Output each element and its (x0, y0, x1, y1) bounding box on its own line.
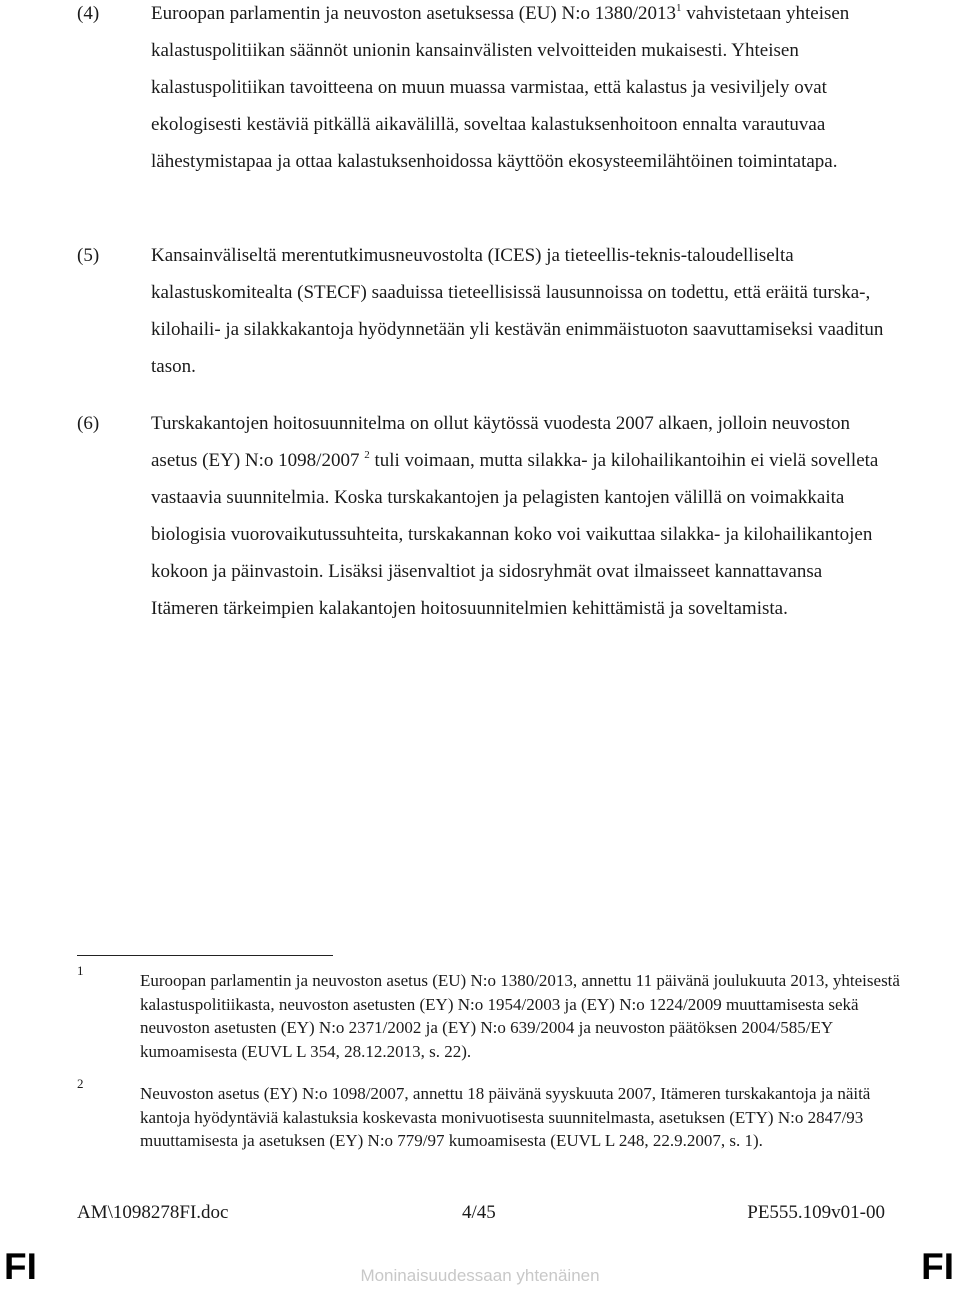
footnote-number: 1 (77, 963, 84, 978)
paragraph-text-end: vahvistetaan yhteisen kalastuspolitiikan säännöt unionin kansainvälisten velvoitteiden mukaisesti. Yhteisen kalastuspolitiikan tavoitteena on muun muassa varmistaa, että kalastus ja vesiviljely ovat ekologisesti kestäviä pitkällä aikavälillä, soveltaa kalastuksenhoitoon ennalta varautuvaa lähestymistapaa ja ottaa kalastuksenhoidossa käyttöön ekosysteemilähtöinen toimintatapa. (151, 3, 850, 172)
language-code-left: FI (4, 1246, 37, 1287)
footnote-reference[interactable]: 2 (364, 449, 370, 461)
footnote-separator (77, 955, 333, 956)
language-code-right: FI (921, 1246, 954, 1287)
paragraph-text (151, 405, 891, 627)
paragraph-text (151, 0, 891, 180)
footnote-text: Neuvoston asetus (EY) N:o 1098/2007, annettu 18 päivänä syyskuuta 2007, Itämeren turskakantoja ja näitä kantoja hyödyntäviä kalastuksia koskevasta monivuotisesta suunnitelmasta, asetuksen (ETY) N:o 2847/93 muuttamisesta ja asetuksen (EY) N:o 779/97 kumoamisesta (EUVL L 248, 22.9.2007, s. 1). (140, 1084, 871, 1150)
footnote-text: Euroopan parlamentin ja neuvoston asetus (EU) N:o 1380/2013, annettu 11 päivänä joulukuuta 2013, yhteisestä kalastuspolitiikasta, neuvoston asetusten (EY) N:o 1954/2003 ja (EY) N:o 1224/2009 muuttamisesta sekä neuvoston asetusten (EY) N:o 2371/2002 ja (EY) N:o 639/2004 ja neuvoston päätöksen 2004/585/EY kumoamisesta (EUVL L 354, 28.12.2013, s. 22). (140, 971, 900, 1061)
document-reference: AM\1098278FI.doc (77, 1202, 229, 1223)
paragraph-text-start: Euroopan parlamentin ja neuvoston asetuksessa (EU) N:o 1380/2013 (151, 3, 677, 24)
paragraph-text-end: tuli voimaan, mutta silakka- ja kilohailikantoihin ei vielä sovelleta vastaavia suunnitelmia. Koska turskakantojen ja pelagisten kantojen välillä on voimakkaita biologisia vuorovaikutussuhteita, turskakannan koko voi vaikuttaa silakka- ja kilohailikantojen kokoon ja päinvastoin. Lisäksi jäsenvaltiot ja sidosryhmät ovat ilmaisseet kannattavansa Itämeren tärkeimpien kalakantojen hoitosuunnitelmien kehittämistä ja soveltamista. (151, 450, 879, 619)
footnote-reference[interactable]: 1 (676, 2, 682, 14)
tagline: Moninaisuudessaan yhtenäinen (360, 1266, 600, 1285)
paragraph-number: (5) (77, 245, 100, 266)
footnote-number: 2 (77, 1076, 84, 1091)
paragraph-text-start: Turskakantojen hoitosuunnitelma on ollut käytössä vuodesta 2007 alkaen, jolloin neuvoston asetus (EY) N:o 1098/2007 (151, 413, 851, 471)
page-number: 4/45 (462, 1202, 496, 1223)
paragraph-number: (4) (77, 3, 100, 24)
paragraph-number: (6) (77, 413, 100, 434)
version-reference: PE555.109v01-00 (747, 1202, 885, 1223)
paragraph-text: Kansainväliseltä merentutkimusneuvostolta (ICES) ja tieteellis-teknis-taloudelliselta kalastuskomitealta (STECF) saaduissa tieteellisissä lausunnoissa on todettu, että eräitä turska-, kilohaili- ja silakkakantoja hyödynnetään yli kestävän enimmäistuoton saavuttamiseksi vaaditun tason. (151, 245, 884, 377)
